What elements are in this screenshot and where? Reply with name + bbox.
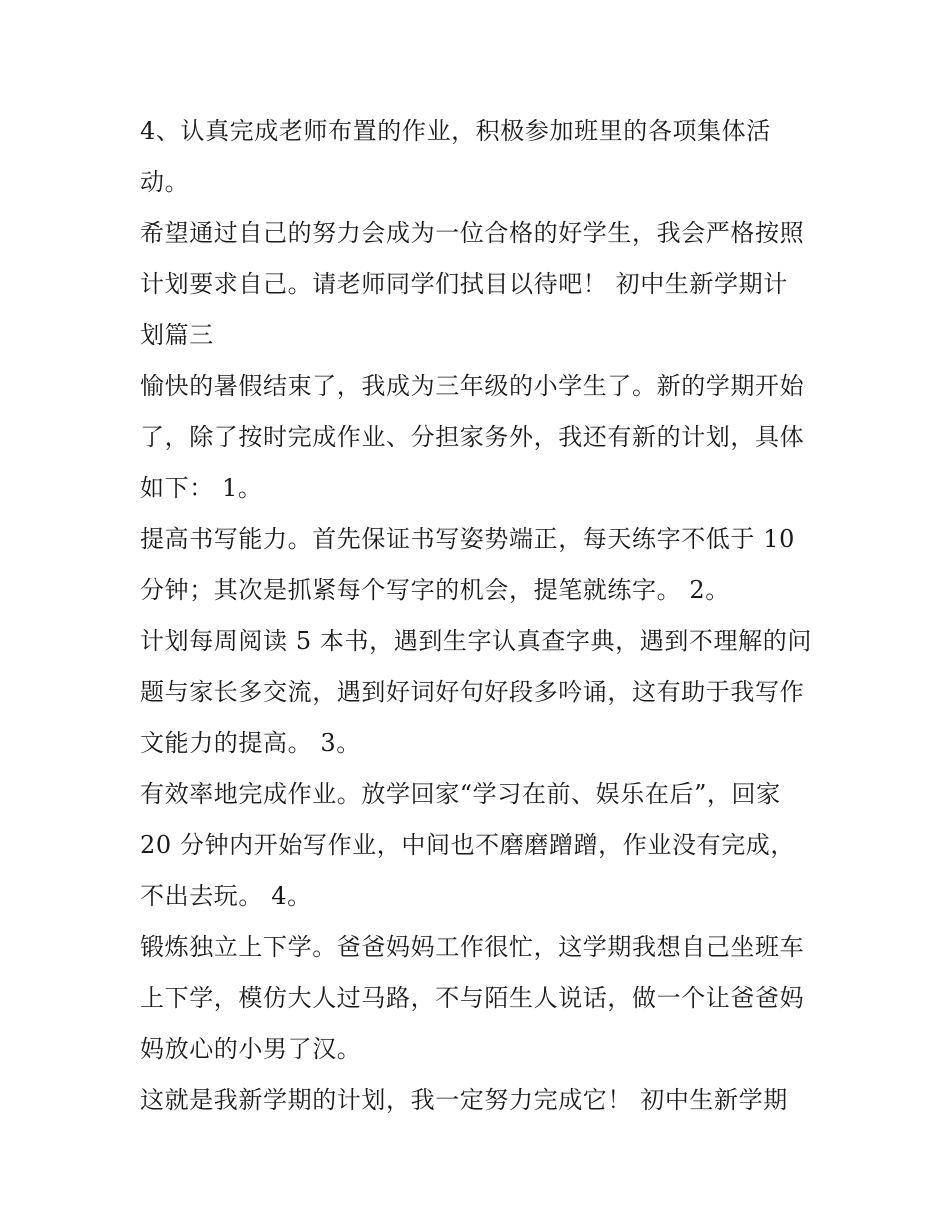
- text-line: 计划要求自己。请老师同学们拭目以待吧！ 初中生新学期计: [140, 270, 788, 298]
- text-line: 了，除了按时完成作业、分担家务外，我还有新的计划，具体: [140, 423, 805, 451]
- text-line: 这就是我新学期的计划，我一定努力完成它！ 初中生新学期: [140, 1086, 788, 1114]
- text-line: 4、认真完成老师布置的作业，积极参加班里的各项集体活: [140, 117, 771, 145]
- document-body: [140, 106, 830, 1126]
- text-line: 妈放心的小男了汉。: [140, 1035, 362, 1063]
- text-line: 动。: [140, 168, 190, 196]
- text-line: 计划每周阅读 5 本书，遇到生字认真查字典，遇到不理解的问: [140, 627, 812, 655]
- text-line: 分钟；其次是抓紧每个写字的机会，提笔就练字。 2。: [140, 576, 730, 604]
- text-line: 希望通过自己的努力会成为一位合格的好学生，我会严格按照: [140, 219, 805, 247]
- text-line: 上下学，模仿大人过马路，不与陌生人说话，做一个让爸爸妈: [140, 984, 805, 1012]
- text-line: 提高书写能力。首先保证书写姿势端正，每天练字不低于 10: [140, 525, 795, 553]
- text-line: 文能力的提高。 3。: [140, 729, 361, 757]
- text-line: 20 分钟内开始写作业，中间也不磨磨蹭蹭，作业没有完成，: [140, 831, 795, 859]
- text-line: 不出去玩。 4。: [140, 882, 312, 910]
- text-line: 题与家长多交流，遇到好词好句好段多吟诵，这有助于我写作: [140, 678, 805, 706]
- text-line: 划篇三: [140, 321, 214, 349]
- text-line: 锻炼独立上下学。爸爸妈妈工作很忙，这学期我想自己坐班车: [140, 933, 805, 961]
- text-line: 有效率地完成作业。放学回家“学习在前、娱乐在后”，回家: [140, 780, 781, 808]
- text-line: 如下： 1。: [140, 474, 263, 502]
- text-line: 愉快的暑假结束了，我成为三年级的小学生了。新的学期开始: [140, 372, 805, 400]
